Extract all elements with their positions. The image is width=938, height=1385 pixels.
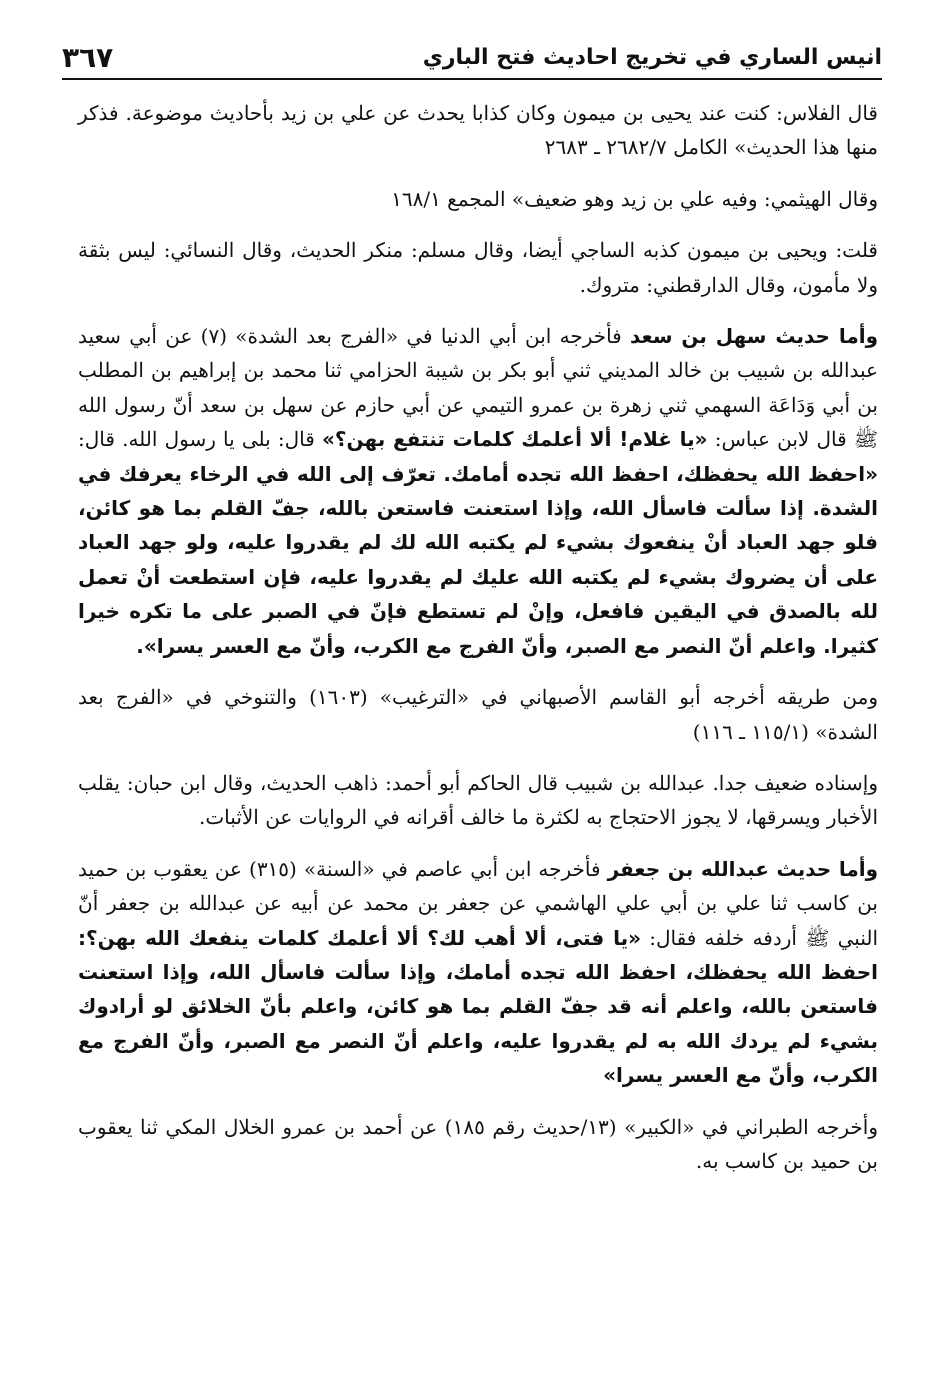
hadith-quote: «يا فتى، ألا أهب لك؟ ألا أعلمك كلمات ينفعك الله بهن؟: احفظ الله يحفظك، احفظ الله تجده أمامك، وإذا سألت فاسأل الله، وإذا استعنت فاستعن بالله، واعلم أنه قد جفّ القلم بما هو كائن، واعلم بأنّ الخلائق لو أرادوك بشيء لم يردك الله به لم يقدروا عليه، واعلم أنّ النصر مع الصبر، وأنّ الفرج مع الكرب، وأنّ مع العسر يسرا»	[78, 925, 878, 1088]
paragraph-yahya-ibn-maymun	[78, 233, 878, 302]
paragraph-tabarani	[78, 1110, 878, 1179]
hadith-quote: «احفظ الله يحفظك، احفظ الله تجده أمامك. تعرّف إلى الله في الرخاء يعرفك في الشدة. إذا سألت فاسأل الله، وإذا استعنت فاستعن بالله، جفّ القلم بما هو كائن، فلو جهد العباد أنْ ينفعوك بشيء لم يكتبه الله لك لم يقدروا عليه، ولو جهد العباد على أن يضروك بشيء لم يكتبه الله عليك لم يقدروا عليه، فإن استطعت أنْ تعمل لله بالصدق في اليقين فافعل، وإنْ لم تستطع فإنّ في الصبر على ما تكره خيرا كثيرا. واعلم أنّ النصر مع الصبر، وأنّ الفرج مع الكرب، وأنّ مع العسر يسرا».	[78, 461, 878, 658]
text-run: قلت: ويحيى بن ميمون كذبه الساجي أيضا، وقال مسلم: منكر الحديث، وقال النسائي: ليس بثقة ولا مأمون، وقال الدارقطني: متروك.	[78, 238, 878, 297]
hadith-heading: وأما حديث سهل بن سعد	[630, 324, 878, 349]
running-title: انيس الساري في تخريج احاديث فتح الباري	[422, 44, 882, 70]
hadith-quote: «يا غلام! ألا أعلمك كلمات تنتفع بهن؟»	[322, 427, 708, 452]
text-run: فأخرجه ابن أبي الدنيا في «الفرج بعد الشدة» (٧) عن أبي سعيد عبدالله بن شبيب بن خالد المديني ثني أبو بكر بن شيبة الحزامي ثنا محمد بن إبراهيم بن المطلب بن أبي وَدَاعَة السهمي ثني زهرة بن عمرو التيمي عن أبي حازم عن سهل بن سعد أنّ رسول الله ﷺ قال لابن عباس:	[78, 324, 879, 452]
text-run: قال الفلاس: كنت عند يحيى بن ميمون وكان كذابا يحدث عن علي بن زيد بأحاديث موضوعة. فذكر منها هذا الحديث» الكامل ٢٦٨٢/٧ ـ ٢٦٨٣	[78, 101, 878, 160]
paragraph-fallas	[78, 96, 878, 165]
text-run: وإسناده ضعيف جدا. عبدالله بن شبيب قال الحاكم أبو أحمد: ذاهب الحديث، وقال ابن حبان: يقلب الأخبار ويسرقها، لا يجوز الاحتجاج به لكثرة ما خالف أقرانه في الروايات عن الأثبات.	[78, 770, 878, 830]
hadith-heading: وأما حديث عبدالله بن جعفر	[607, 856, 879, 881]
text-run: وقال الهيثمي: وفيه علي بن زيد وهو ضعيف» المجمع ١٦٨/١	[391, 186, 878, 211]
text-run: ومن طريقه أخرجه أبو القاسم الأصبهاني في «الترغيب» (١٦٠٣) والتنوخي في «الفرج بعد الشدة» (١١٥/١ ـ ١١٦)	[78, 685, 878, 744]
page-header	[62, 36, 882, 80]
text-run: وأخرجه الطبراني في «الكبير» (١٣/حديث رقم ١٨٥) عن أحمد بن عمرو الخلال المكي ثنا يعقوب بن حميد بن كاسب به.	[78, 1114, 878, 1173]
paragraph-sahl-ibn-saad	[78, 319, 878, 663]
page-number: ٣٦٧	[62, 40, 114, 74]
text-run: قال: بلى يا رسول الله. قال:	[78, 427, 322, 452]
paragraph-abdullah-ibn-jafar	[78, 852, 878, 1093]
page-body	[78, 96, 878, 1178]
text-run: فأخرجه ابن أبي عاصم في «السنة» (٣١٥) عن يعقوب بن حميد بن كاسب ثنا علي بن أبي علي الهاشمي عن جعفر بن محمد عن أبيه عن عبدالله بن جعفر أنّ النبي ﷺ أردفه خلفه فقال:	[78, 856, 878, 950]
paragraph-isnad-weak	[78, 766, 878, 835]
paragraph-isbahani	[78, 680, 878, 749]
paragraph-haythami	[78, 182, 878, 216]
